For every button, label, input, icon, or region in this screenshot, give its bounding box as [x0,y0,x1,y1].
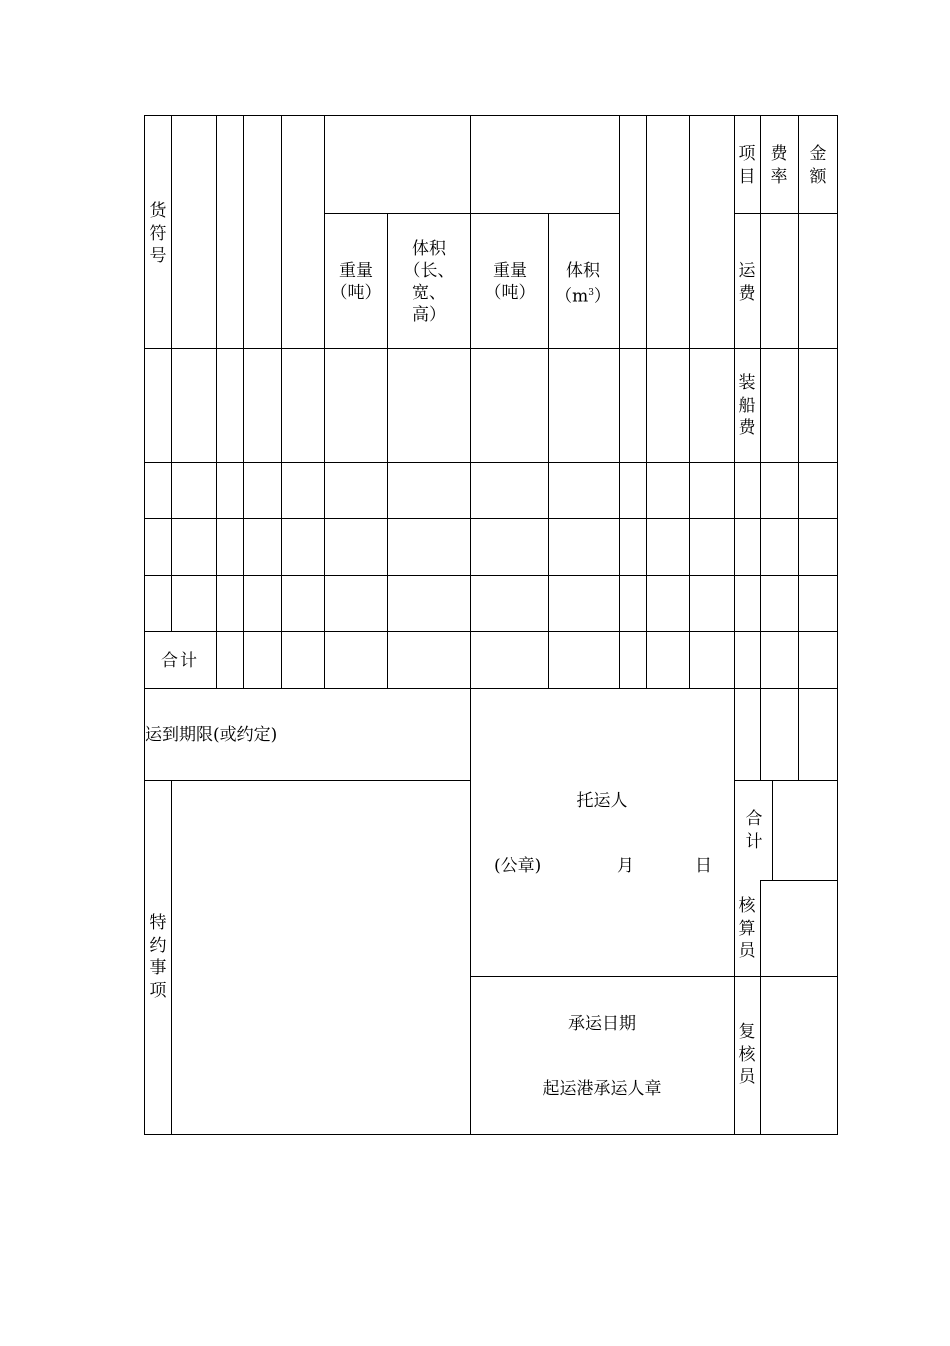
fee-subtotal-label: 合计 [745,809,763,852]
volume-header-2-superscript: 3 [588,288,594,298]
fee-rate-label: 费率 [770,144,788,187]
weight-header-2: 重量 （吨） [484,261,536,303]
totals-label: 合计 [161,651,199,671]
special-terms-label: 特约事项 [149,913,167,1001]
volume-header-1: 体积 （长、 宽、 高） [403,239,455,325]
accountant-label: 核算员 [738,896,756,961]
cargo-mark-header: 货符号 [149,201,167,266]
fee-item-label: 项目 [738,144,756,187]
shipper-day-label: 日 [695,856,712,876]
delivery-term-label: 运到期限(或约定) [145,725,278,745]
shipper-seal-label: (公章) [494,856,542,876]
carrier-stamp-label: 起运港承运人章 [542,1079,662,1099]
loading-fee-label: 装船费 [738,373,756,438]
carrier-date-label: 承运日期 [568,1014,636,1034]
reviewer-label: 复核员 [738,1022,756,1087]
volume-header-2 [555,260,611,308]
volume-header-2-text: 体积 （m [555,261,600,307]
freight-label: 运费 [738,261,756,304]
fee-amount-label: 金额 [809,144,827,187]
volume-header-2-suffix: ） [593,286,611,307]
weight-header-1: 重量 （吨） [330,261,382,303]
shipper-label: 托运人 [576,791,628,811]
shipper-month-label: 月 [617,856,634,876]
